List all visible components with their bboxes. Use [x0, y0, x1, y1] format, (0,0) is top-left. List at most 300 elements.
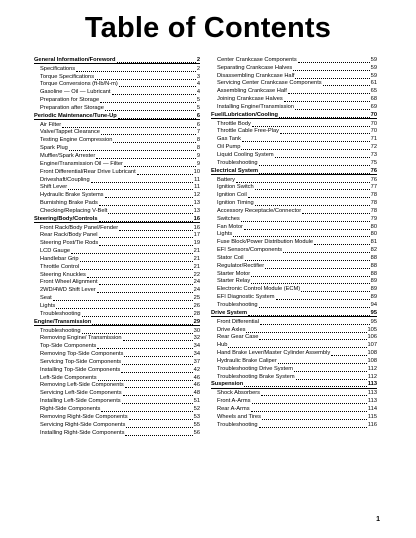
entry-page-number: 107 [367, 342, 377, 349]
dot-leader [95, 78, 196, 80]
entry-title: Rear A-Arms [217, 405, 250, 412]
entry-title: Starter Motor [217, 270, 251, 277]
dot-leader [259, 306, 370, 308]
entry-title: Preparation after Storage [40, 104, 104, 111]
entry-title: Shift Lever [40, 184, 68, 191]
entry-title: Troubleshooting [217, 159, 258, 166]
toc-entry [34, 350, 200, 358]
toc-entry [211, 95, 377, 103]
toc-entry [211, 293, 377, 301]
entry-title: Throttle Control [40, 263, 80, 270]
dot-leader [262, 418, 367, 420]
entry-title: Starter Relay [217, 278, 251, 285]
dot-leader [101, 133, 196, 135]
entry-title: Servicing Center Crankcase Components [217, 80, 322, 87]
entry-page-number: 116 [367, 421, 377, 428]
toc-entry [211, 365, 377, 373]
toc-entry [211, 151, 377, 159]
dot-leader [99, 244, 192, 246]
toc-section-heading [34, 112, 200, 120]
entry-title: Shock Absorbers [217, 390, 260, 397]
toc-entry [211, 103, 377, 111]
dot-leader [118, 117, 196, 119]
entry-title: Right-Side Components [40, 405, 101, 412]
entry-page-number: 19 [193, 240, 200, 247]
dot-leader [265, 267, 370, 269]
entry-title: Liquid Cooling System [217, 151, 274, 158]
entry-page-number: 13 [193, 200, 200, 207]
entry-page-number: 95 [370, 318, 377, 325]
entry-page-number: 3 [196, 73, 200, 80]
section-title: Electrical System [211, 167, 259, 174]
entry-title: Installing Top-Side Components [40, 366, 121, 373]
entry-title: Accessory Receptacle/Connector [217, 207, 302, 214]
toc-entry [211, 120, 377, 128]
entry-page-number: 24 [193, 287, 200, 294]
dot-leader [245, 259, 370, 261]
entry-page-number: 17 [193, 232, 200, 239]
entry-title: Hydraulic Brake Systems [40, 192, 104, 199]
entry-page-number: 71 [370, 136, 377, 143]
entry-title: Switches [217, 215, 240, 222]
dot-leader [62, 126, 196, 128]
toc-entry [211, 238, 377, 246]
entry-page-number: 108 [367, 357, 377, 364]
section-title: Fuel/Lubrication/Cooling [211, 111, 278, 118]
entry-title: Electronic Control Module (ECM) [217, 286, 301, 293]
toc-entry [34, 239, 200, 247]
entry-page-number: 5 [196, 104, 200, 111]
entry-title: Servicing Right-Side Components [40, 421, 126, 428]
toc-entry [211, 270, 377, 278]
section-title: Drive System [211, 309, 248, 316]
entry-page-number: 2 [196, 65, 200, 72]
dot-leader [82, 315, 193, 317]
entry-page-number: 113 [367, 381, 377, 388]
entry-title: Servicing Top-Side Components [40, 358, 122, 365]
toc-entry [34, 191, 200, 199]
dot-leader [255, 204, 370, 206]
entry-page-number: 106 [367, 334, 377, 341]
dot-leader [295, 77, 369, 79]
entry-title: Fan Motor [217, 223, 243, 230]
entry-page-number: 72 [370, 144, 377, 151]
entry-title: Regulator/Rectifier [217, 262, 265, 269]
entry-title: Handlebar Grip [40, 255, 79, 262]
toc-column-right [211, 56, 377, 429]
page-title: Table of Contents [84, 12, 332, 44]
toc-entry [34, 327, 200, 335]
toc-entry [34, 429, 200, 437]
entry-title: Troubleshooting Drive System [217, 365, 293, 372]
toc-entry [211, 184, 377, 192]
toc-entry [34, 160, 200, 168]
dot-leader [251, 275, 369, 277]
entry-page-number: 115 [367, 413, 377, 420]
dot-leader [99, 283, 193, 285]
entry-page-number: 89 [370, 286, 377, 293]
entry-page-number: 75 [370, 159, 377, 166]
entry-page-number: 70 [370, 111, 377, 118]
toc-entry [34, 374, 200, 382]
toc-entry [211, 191, 377, 199]
dot-leader [97, 291, 193, 293]
entry-page-number: 37 [193, 358, 200, 365]
dot-leader [105, 196, 193, 198]
entry-page-number: 78 [370, 207, 377, 214]
toc-entry [34, 342, 200, 350]
entry-title: Torque Conversions (ft-lb/N-m) [40, 81, 118, 88]
dot-leader [244, 228, 370, 230]
dot-leader [99, 204, 193, 206]
dot-leader [331, 354, 366, 356]
toc-entry [34, 358, 200, 366]
dot-leader [252, 125, 370, 127]
entry-title: Specifications [40, 65, 76, 72]
toc-section-heading [34, 215, 200, 223]
entry-page-number: 24 [193, 279, 200, 286]
entry-title: Burnishing Brake Pads [40, 200, 98, 207]
dot-leader [97, 347, 192, 349]
entry-page-number: 89 [370, 278, 377, 285]
dot-leader [241, 148, 369, 150]
toc-entry [34, 144, 200, 152]
toc-entry [211, 80, 377, 88]
entry-title: Throttle Cable Free-Play [217, 128, 279, 135]
entry-page-number: 42 [193, 366, 200, 373]
entry-title: Front Differential/Rear Drive Lubricant [40, 168, 136, 175]
dot-leader [126, 426, 192, 428]
entry-page-number: 112 [367, 373, 377, 380]
entry-title: Removing Engine/ Transmission [40, 335, 122, 342]
dot-leader [92, 323, 192, 325]
entry-page-number: 76 [370, 167, 377, 174]
dot-leader [80, 268, 192, 270]
entry-title: Left-Side Components [40, 374, 97, 381]
entry-page-number: 21 [193, 255, 200, 262]
entry-title: Stator Coil [217, 254, 244, 261]
entry-title: Front Wheel Alignment [40, 279, 98, 286]
entry-page-number: 7 [196, 129, 200, 136]
entry-title: Troubleshooting [217, 421, 258, 428]
entry-page-number: 46 [193, 374, 200, 381]
toc-entry [211, 246, 377, 254]
toc-entry [34, 152, 200, 160]
entry-page-number: 73 [370, 151, 377, 158]
entry-title: Battery [217, 176, 236, 183]
entry-title: Installing Left-Side Components [40, 398, 121, 405]
entry-page-number: 32 [193, 335, 200, 342]
dot-leader [53, 299, 193, 301]
entry-page-number: 16 [193, 224, 200, 231]
toc-entry [34, 271, 200, 279]
toc-section-heading [211, 167, 377, 175]
page-number: 1 [376, 516, 380, 523]
section-title: Suspension [211, 381, 244, 388]
entry-page-number: 70 [370, 128, 377, 135]
dot-leader [71, 252, 193, 254]
entry-title: Steering Knuckles [40, 271, 86, 278]
dot-leader [129, 418, 193, 420]
entry-page-number: 77 [370, 184, 377, 191]
entry-page-number: 26 [193, 303, 200, 309]
entry-title: Front A-Arms [217, 398, 251, 405]
entry-title: Muffler/Spark Arrester [40, 152, 96, 159]
dot-leader [259, 338, 366, 340]
entry-page-number: 11 [194, 184, 200, 191]
dot-leader [278, 362, 367, 364]
dot-leader [80, 260, 193, 262]
dot-leader [301, 290, 370, 292]
entry-page-number: 56 [193, 429, 200, 436]
entry-page-number: 8 [196, 145, 200, 152]
toc-entry [34, 310, 200, 318]
toc-entry [34, 88, 200, 96]
toc-entry [211, 334, 377, 342]
dot-leader [233, 235, 369, 237]
entry-page-number: 105 [367, 326, 377, 333]
entry-page-number: 59 [370, 64, 377, 71]
toc-entry [211, 301, 377, 309]
dot-leader [76, 70, 196, 72]
entry-title: Torque Specifications [40, 73, 95, 80]
dot-leader [236, 181, 370, 183]
entry-page-number: 76 [370, 176, 377, 183]
dot-leader [259, 164, 370, 166]
dot-leader [259, 172, 370, 174]
toc-entry [211, 176, 377, 184]
entry-page-number: 13 [193, 207, 200, 214]
entry-page-number: 108 [367, 350, 377, 357]
dot-leader [87, 276, 193, 278]
entry-page-number: 78 [370, 192, 377, 199]
toc-entry [34, 168, 200, 176]
entry-title: Throttle Body [217, 120, 251, 127]
entry-page-number: 52 [193, 405, 200, 412]
entry-title: Gas Tank [217, 136, 241, 143]
entry-page-number: 12 [193, 192, 200, 199]
toc-entry [34, 121, 200, 129]
entry-title: Disassembling Crankcase Half [217, 72, 295, 79]
entry-page-number: 4 [196, 89, 200, 96]
entry-page-number: 80 [370, 231, 377, 238]
entry-title: Removing Top-Side Components [40, 351, 124, 358]
section-title: General Information/Foreword [34, 56, 116, 63]
entry-page-number: 29 [193, 318, 200, 325]
toc-entry [211, 349, 377, 357]
toc-entry [34, 294, 200, 302]
toc-entry [34, 247, 200, 255]
dot-leader [275, 156, 370, 158]
toc-entry [34, 104, 200, 112]
entry-title: Troubleshooting [40, 327, 81, 334]
dot-leader [296, 378, 367, 380]
entry-title: Center Crankcase Components [217, 56, 297, 63]
entry-title: Top-Side Components [40, 343, 97, 350]
entry-title: Front Differential [217, 318, 259, 325]
dot-leader [108, 212, 192, 214]
dot-leader [98, 379, 193, 381]
toc-entry [211, 318, 377, 326]
entry-page-number: 34 [193, 343, 200, 350]
toc-entry [34, 397, 200, 405]
entry-title: Driveshaft/Coupling [40, 176, 90, 183]
dot-leader [123, 394, 193, 396]
entry-title: Ignition Coil [217, 192, 247, 199]
entry-title: Wheels and Tires [217, 413, 261, 420]
entry-page-number: 21 [193, 248, 200, 255]
entry-page-number: 89 [370, 294, 377, 301]
entry-page-number: 113 [367, 390, 377, 397]
dot-leader [276, 298, 370, 300]
dot-leader [314, 243, 370, 245]
entry-title: LCD Gauge [40, 248, 71, 255]
entry-page-number: 5 [196, 97, 200, 104]
toc-entry [34, 232, 200, 240]
entry-page-number: 10 [193, 168, 200, 175]
toc-entry [34, 255, 200, 263]
dot-leader [248, 196, 370, 198]
entry-title: Checking/Replacing V-Belt [40, 207, 108, 214]
toc-entry [34, 184, 200, 192]
toc-entry [211, 254, 377, 262]
entry-title: EFI Diagnostic System [217, 294, 275, 301]
entry-title: Lights [40, 303, 56, 309]
entry-page-number: 34 [193, 351, 200, 358]
dot-leader [96, 157, 196, 159]
toc-entry [211, 326, 377, 334]
entry-title: Lights [217, 231, 233, 238]
dot-leader [244, 385, 367, 387]
toc-entry [211, 128, 377, 136]
dot-leader [284, 100, 370, 102]
toc-entry [34, 366, 200, 374]
toc-entry [34, 73, 200, 81]
dot-leader [298, 61, 370, 63]
entry-title: Assembling Crankcase Half [217, 88, 287, 95]
entry-page-number: 21 [193, 263, 200, 270]
dot-leader [251, 410, 367, 412]
dot-leader [293, 69, 369, 71]
toc-entry [34, 286, 200, 294]
entry-page-number: 88 [370, 270, 377, 277]
toc-section-heading [34, 56, 200, 64]
entry-page-number: 59 [370, 72, 377, 79]
entry-page-number: 4 [196, 81, 200, 88]
entry-title: Fuse Block/Power Distribution Module [217, 239, 314, 246]
entry-title: Steering Post/Tie Rods [40, 240, 99, 247]
entry-page-number: 94 [370, 302, 377, 308]
entry-title: Drive Axles [217, 326, 246, 333]
entry-page-number: 68 [370, 96, 377, 103]
dot-leader [56, 307, 192, 309]
toc-section-heading [211, 111, 377, 119]
entry-title: Testing Engine Compression [40, 137, 113, 144]
entry-title: Spark Plug [40, 145, 68, 152]
entry-page-number: 53 [193, 413, 200, 420]
toc-entry [34, 199, 200, 207]
entry-title: Troubleshooting Brake System [217, 373, 295, 380]
toc-section-heading [34, 318, 200, 326]
toc-entry [211, 56, 377, 64]
toc-entry [34, 382, 200, 390]
entry-title: Front Rack/Body Panel/Fender [40, 224, 119, 231]
entry-page-number: 46 [193, 382, 200, 389]
entry-title: Hand Brake Lever/Master Cylinder Assembly [217, 350, 331, 357]
section-title: Steering/Body/Controls [34, 215, 98, 222]
entry-page-number: 11 [194, 176, 200, 183]
dot-leader [99, 236, 193, 238]
entry-title: Hub [217, 342, 228, 349]
entry-page-number: 79 [370, 215, 377, 222]
dot-leader [137, 173, 193, 175]
toc-entry [211, 357, 377, 365]
entry-title: Hydraulic Brake Caliper [217, 357, 277, 364]
entry-page-number: 88 [370, 254, 377, 261]
dot-leader [119, 229, 193, 231]
entry-title: Installing Engine/Transmission [217, 103, 294, 110]
entry-page-number: 81 [370, 239, 377, 246]
dot-leader [283, 251, 370, 253]
toc-entry [211, 397, 377, 405]
toc-entry [34, 176, 200, 184]
toc-entry [34, 389, 200, 397]
entry-title: Air Filter [40, 121, 62, 128]
entry-title: Ignition Timing [217, 200, 254, 207]
entry-page-number: 59 [370, 56, 377, 63]
toc-entry [211, 405, 377, 413]
dot-leader [288, 92, 370, 94]
toc-entry [34, 413, 200, 421]
entry-title: Troubleshooting [40, 310, 81, 317]
entry-title: Gasoline — Oil — Lubricant [40, 89, 111, 96]
entry-title: Joining Crankcase Halves [217, 96, 283, 103]
entry-title: 2WD/4WD Shift Lever [40, 287, 96, 294]
toc-entry [211, 143, 377, 151]
toc-entry [34, 207, 200, 215]
entry-title: Ignition Switch [217, 184, 254, 191]
entry-title: Installing Right-Side Components [40, 429, 125, 436]
toc-entry [211, 223, 377, 231]
dot-leader [117, 61, 196, 63]
toc-entry [211, 341, 377, 349]
entry-title: Removing Left-Side Components [40, 382, 124, 389]
entry-page-number: 6 [196, 121, 200, 128]
entry-page-number: 16 [193, 215, 200, 222]
toc-entry [34, 81, 200, 89]
entry-page-number: 70 [370, 120, 377, 127]
entry-page-number: 30 [193, 327, 200, 334]
toc-entry [34, 65, 200, 73]
toc-entry [211, 231, 377, 239]
toc-entry [211, 215, 377, 223]
dot-leader [246, 331, 366, 333]
entry-page-number: 78 [370, 200, 377, 207]
dot-leader [241, 220, 370, 222]
toc-entry [34, 263, 200, 271]
entry-page-number: 28 [193, 310, 200, 317]
toc-entry [211, 135, 377, 143]
dot-leader [124, 165, 196, 167]
dot-leader [125, 386, 193, 388]
entry-page-number: 69 [370, 103, 377, 110]
dot-leader [123, 339, 193, 341]
toc-entry [211, 207, 377, 215]
entry-title: EFI Sensors/Components [217, 247, 283, 254]
toc-entry [211, 72, 377, 80]
toc-section-heading [211, 309, 377, 317]
dot-leader [122, 363, 193, 365]
